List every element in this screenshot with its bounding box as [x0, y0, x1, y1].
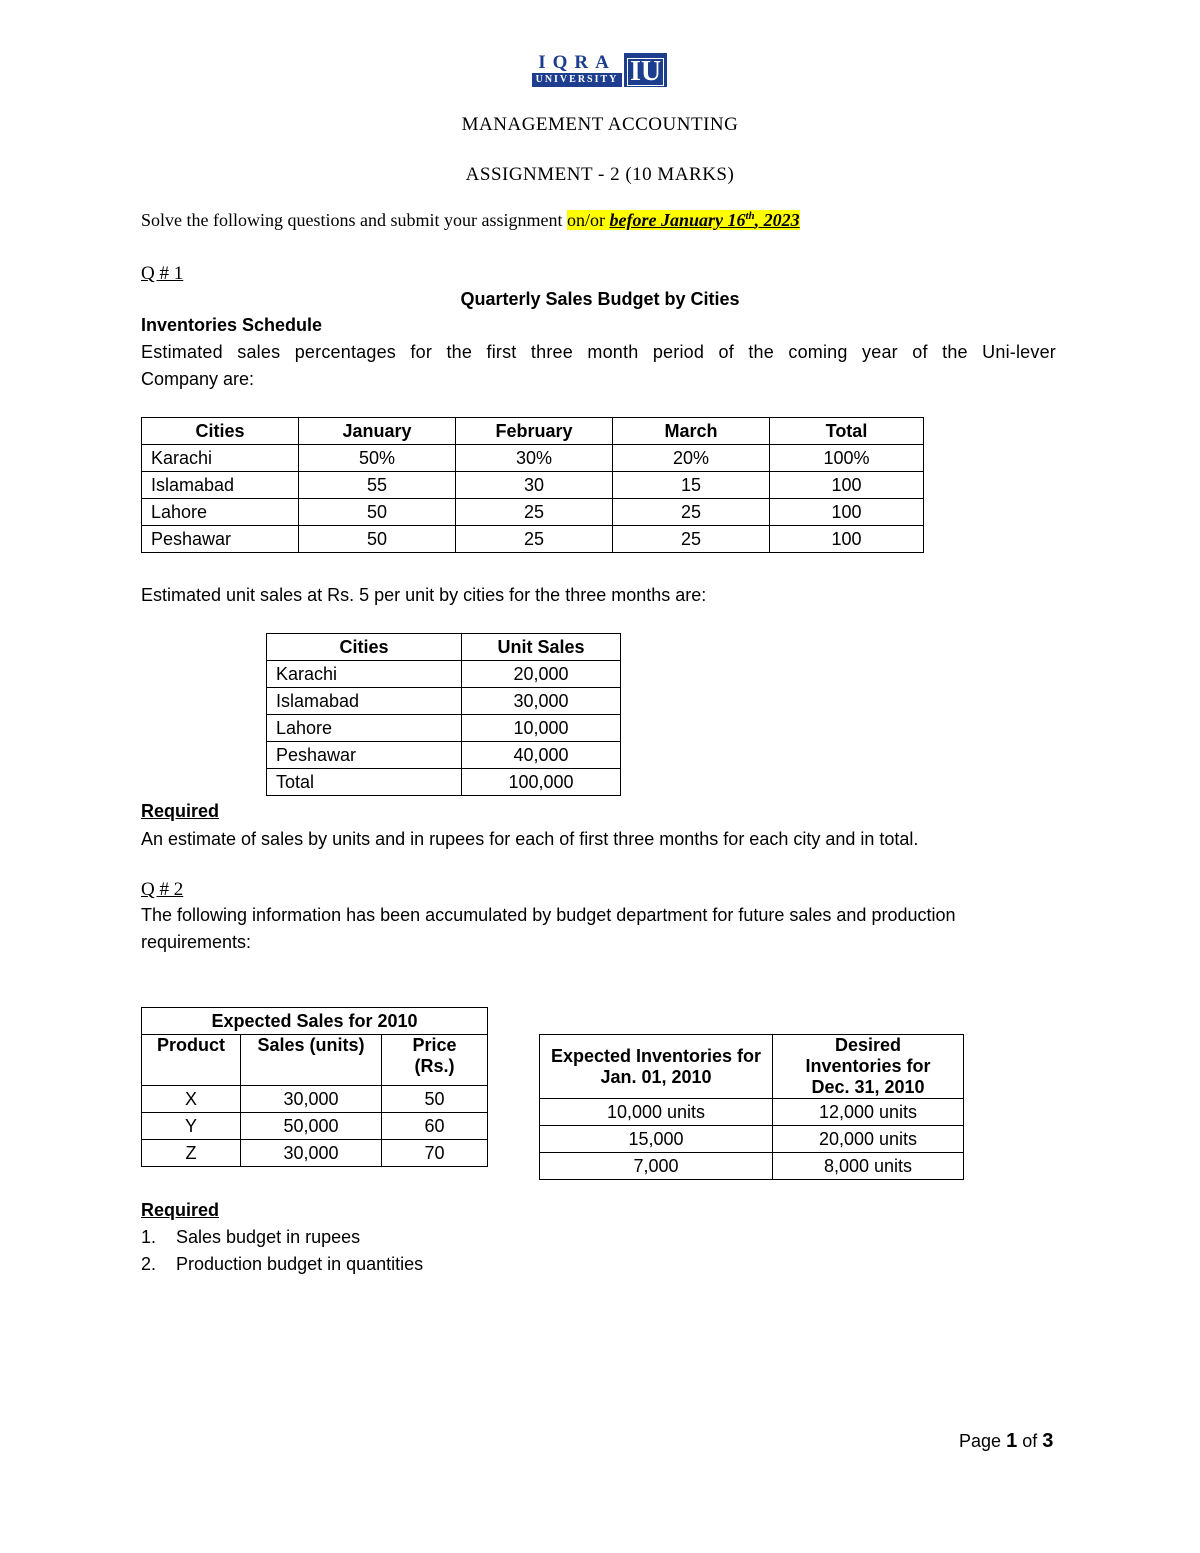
page-number: Page 1 of 3	[959, 1430, 1054, 1452]
table-row: 10,000 units 12,000 units	[540, 1099, 964, 1126]
table-row: Peshawar 50 25 25 100	[142, 526, 924, 553]
onor-highlight: on/or before January 16th, 2023	[566, 210, 800, 230]
document-title: MANAGEMENT ACCOUNTING	[461, 114, 739, 135]
table-row: X 30,000 50	[142, 1086, 488, 1113]
table-caption-row: Expected Sales for 2010	[142, 1008, 488, 1035]
q2-required-label: Required	[141, 1200, 220, 1220]
table-row: Lahore 50 25 25 100	[142, 499, 924, 526]
table-header-row: Product Sales (units) Price (Rs.)	[142, 1035, 488, 1086]
q1-required-label: Required	[141, 801, 220, 821]
table-row: Karachi 50% 30% 20% 100%	[142, 445, 924, 472]
table-row: Z 30,000 70	[142, 1140, 488, 1167]
q2-intro-line2: requirements:	[141, 932, 252, 952]
q1-intro-line1: Estimated sales percentages for the first three month period of the coming year of the Uni-lever	[141, 342, 1056, 362]
university-logo	[532, 53, 667, 87]
table-header-row: Cities Unit Sales	[267, 634, 621, 661]
table-row: Peshawar 40,000	[267, 742, 621, 769]
table-row: Islamabad 30,000	[267, 688, 621, 715]
q1-intro-line2: Company are:	[141, 369, 255, 389]
question-1-label: Q # 1	[141, 263, 184, 284]
q1-subheading: Inventories Schedule	[141, 315, 323, 335]
deadline-text: before January 16th, 2023	[609, 210, 800, 230]
unit-sales-intro: Estimated unit sales at Rs. 5 per unit by cities for the three months are:	[141, 585, 707, 605]
table-row: Karachi 20,000	[267, 661, 621, 688]
unit-sales-table	[266, 633, 621, 796]
logo-wordmark: IQRA	[538, 52, 616, 73]
instruction-line: Solve the following questions and submit your assignment on/or before January 16th, 2023	[141, 210, 800, 230]
inventories-table	[539, 1034, 964, 1180]
list-item: 1. Sales budget in rupees	[141, 1227, 361, 1247]
q2-intro-line1: The following information has been accumulated by budget department for future sales and production	[141, 905, 956, 925]
q1-required-text: An estimate of sales by units and in rupees for each of first three months for each city and in total.	[141, 829, 919, 849]
table-row: 15,000 20,000 units	[540, 1126, 964, 1153]
list-item: 2. Production budget in quantities	[141, 1254, 424, 1274]
table-row: 7,000 8,000 units	[540, 1153, 964, 1180]
logo-subtext: UNIVERSITY	[532, 73, 622, 87]
table-row: Y 50,000 60	[142, 1113, 488, 1140]
table-header-row: Cities January February March Total	[142, 418, 924, 445]
sales-percentage-table	[141, 417, 924, 553]
table-row: Lahore 10,000	[267, 715, 621, 742]
table-row: Total 100,000	[267, 769, 621, 796]
table-row: Islamabad 55 30 15 100	[142, 472, 924, 499]
q1-heading: Quarterly Sales Budget by Cities	[460, 289, 740, 309]
table-header-row: Expected Inventories for Jan. 01, 2010 Desired Inventories for Dec. 31, 2010	[540, 1035, 964, 1099]
question-2-label: Q # 2	[141, 879, 184, 900]
assignment-subtitle: ASSIGNMENT - 2 (10 MARKS)	[465, 164, 735, 185]
expected-sales-table	[141, 1007, 488, 1167]
logo-mark: IU	[624, 53, 667, 87]
